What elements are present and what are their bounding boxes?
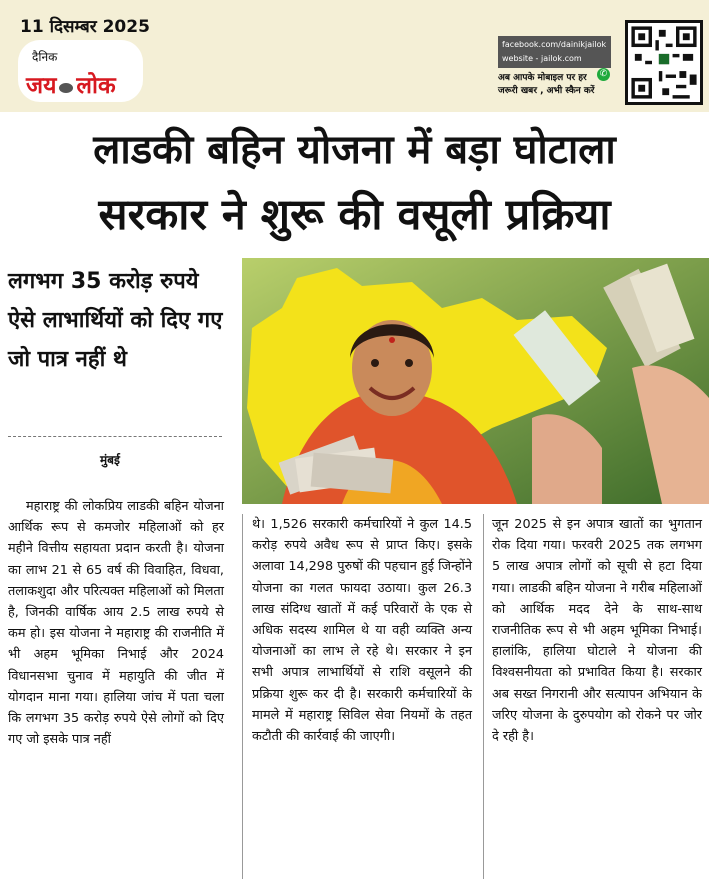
- qr-code-pattern: [628, 23, 700, 102]
- issue-date: 11 दिसम्बर 2025: [20, 17, 150, 37]
- social-box: [498, 36, 611, 68]
- article-column-1: महाराष्ट्र की लोकप्रिय लाडकी बहिन योजना आर्थिक रूप से कमजोर महिलाओं को हर महीने वित्तीय सहायता प्रदान करती है। योजना का लाभ 21 से 65 वर्ष की विवाहित, विधवा, तलाकशुदा और परित्यक्त महिलाओं को मिलता है, जिनकी वार्षिक आय 2.5 लाख रुपये से कम हो। इस योजना ने महाराष्ट्र की राजनीति में भी अहम भूमिका निभाई और 2024 विधानसभा चुनाव में महायुति की जीत में योगदान माना गया। हालिया जांच में पता चला कि लगभग 35 करोड़ रुपये ऐसे लोगों को दिए गए जो इसके पात्र नहीं: [8, 499, 224, 748]
- article-column-2: थे। 1,526 सरकारी कर्मचारियों ने कुल 14.5 करोड़ रुपये अवैध रूप से प्राप्त किए। इसके अलावा 14,298 पुरुषों की पहचान हुई जिन्होंने योजना का गलत फायदा उठाया। कुल 26.3 लाख संदिग्ध खातों में कई परिवारों के एक से अधिक सदस्य शामिल थे या वही व्यक्ति अन्य योजनाओं का लाभ ले रहे थे। सरकार ने इन सभी अपात्र लाभार्थियों से राशि वसूलने की प्रक्रिया शुरू कर दी है। सरकारी कर्मचारियों के मामले में महाराष्ट्र सिविल सेवा नियमों के तहत कटौती की कार्रवाई की जाएगी।: [252, 517, 472, 745]
- whatsapp-icon: ✆: [597, 68, 610, 81]
- column-rule-2: [483, 514, 484, 879]
- woman-with-cash-illustration: [242, 258, 709, 504]
- facebook-link[interactable]: facebook.com/dainikjailok: [502, 40, 607, 49]
- logo-right-word: लोक: [76, 73, 116, 99]
- dateline: मुंबई: [100, 453, 120, 467]
- globe-icon: [59, 83, 73, 93]
- logo-left-word: जय: [26, 73, 57, 99]
- promo-line-2: जरूरी खबर , अभी स्कैन करें: [498, 86, 595, 96]
- paper-prefix: दैनिक: [32, 50, 58, 64]
- story-photo: [242, 258, 709, 504]
- website-link[interactable]: website - jailok.com: [502, 54, 582, 63]
- headline-line-2: सरकार ने शुरू की वसूली प्रक्रिया: [98, 190, 611, 240]
- promo-line-1: अब आपके मोबाइल पर हर: [498, 73, 587, 83]
- headline-line-1: लाडकी बहिन योजना में बड़ा घोटाला: [93, 126, 616, 173]
- subhead-divider: [8, 436, 222, 437]
- newspaper-logo: [26, 68, 116, 100]
- scan-promo: [498, 72, 612, 98]
- column-rule-1: [242, 514, 243, 879]
- subheadline: लगभग 35 करोड़ रुपये ऐसे लाभार्थियों को दिए गए जो पात्र नहीं थे: [8, 269, 223, 372]
- qr-code[interactable]: [625, 20, 703, 105]
- article-column-3: जून 2025 से इन अपात्र खातों का भुगतान रोक दिया गया। फरवरी 2025 तक लगभग 5 लाख अपात्र लोगों को सूची से हटा दिया गया। लाडकी बहिन योजना ने गरीब महिलाओं को आर्थिक मदद देने के साथ-साथ राजनीतिक रूप से भी अहम भूमिका निभाई। हालांकि, हालिया घोटाले ने योजना की विश्वसनीयता को प्रभावित किया है। सरकार अब सख्त निगरानी और सत्यापन अभियान के जरिए योजना के दुरुपयोग को रोकने पर जोर दे रही है।: [492, 517, 702, 745]
